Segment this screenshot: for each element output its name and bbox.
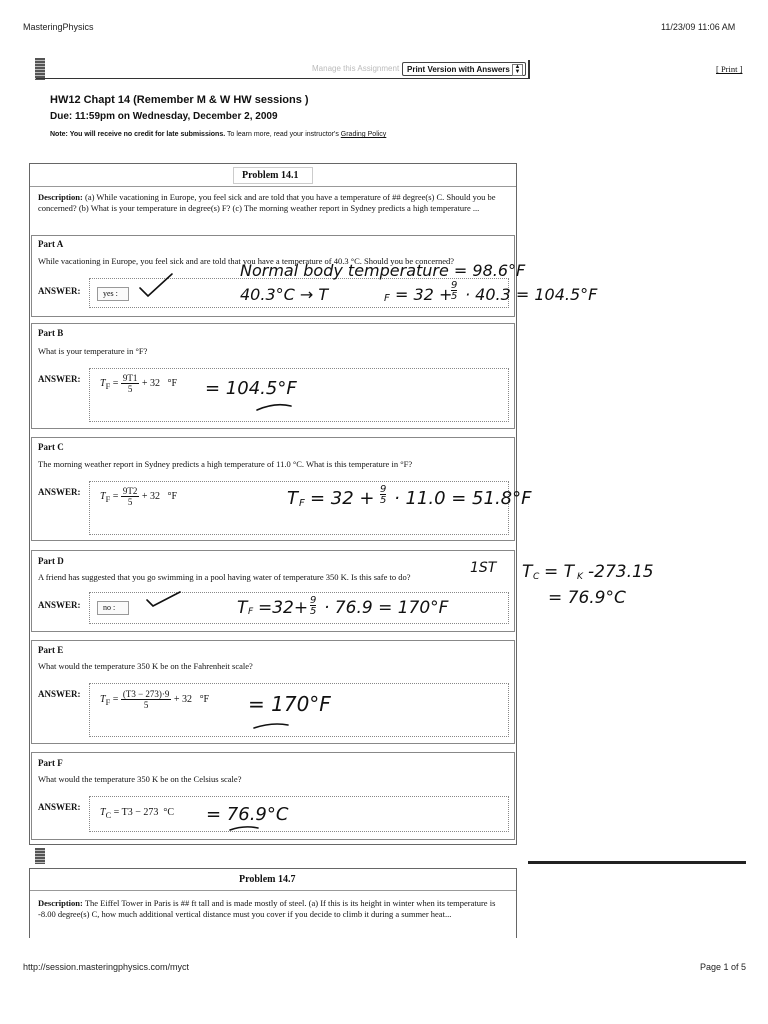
part-a-answer-value: yes bbox=[103, 289, 114, 298]
part-e-denominator: 5 bbox=[143, 700, 149, 710]
print-link[interactable]: [ Print ] bbox=[716, 64, 743, 74]
part-b-answer-label: ANSWER: bbox=[38, 374, 81, 384]
print-footer-page: Page 1 of 5 bbox=[700, 962, 747, 972]
part-e-sub: F bbox=[105, 697, 111, 707]
part-f-formula: $T_C = T3 - 273$ °C bbox=[100, 807, 175, 820]
part-a-handwritten-line1: Normal body temperature = 98.6°F bbox=[240, 261, 526, 280]
problem-14-7-title: Problem 14.7 bbox=[239, 874, 296, 885]
print-version-label: Print Version with Answers bbox=[407, 65, 510, 74]
part-b-plus: + 32 bbox=[141, 377, 160, 389]
problem-title-divider bbox=[30, 186, 516, 187]
part-b-handwritten-answer: = 104.5°F bbox=[205, 378, 297, 399]
part-e-question: What would the temperature 350 K be on the Fahrenheit scale? bbox=[38, 661, 253, 671]
part-c-sub: F bbox=[105, 494, 111, 504]
problem-14-7-description-text: The Eiffel Tower in Paris is ## ft tall and is made mostly of steel. (a) If this is its height in winter when its temperature is -8.00 degree(s) C, how much additional vertical distance must you cover if you decide to climb it during a summer heat... bbox=[38, 898, 496, 919]
part-d-handwritten-expr: =32+ bbox=[258, 598, 309, 618]
part-c-denominator: 5 bbox=[127, 497, 133, 507]
part-d-side-sub-k: K bbox=[577, 572, 583, 582]
print-footer-url: http://session.masteringphysics.com/myct bbox=[23, 962, 190, 972]
part-e-label: Part E bbox=[38, 645, 64, 655]
part-d-side-result: = 76.9°C bbox=[548, 588, 626, 608]
problem-14-7-divider bbox=[30, 890, 516, 891]
part-d-answer-label: ANSWER: bbox=[38, 600, 81, 610]
part-b-denominator: 5 bbox=[127, 384, 133, 394]
part-d-handwritten-fraction: 9 5 bbox=[310, 595, 317, 617]
part-f-handwritten-answer: = 76.9°C bbox=[206, 804, 289, 825]
part-f-sub: C bbox=[105, 811, 112, 820]
problem-14-1-title: Problem 14.1 bbox=[242, 170, 299, 181]
part-e-unit: °F bbox=[199, 693, 210, 705]
part-e-underline bbox=[252, 720, 292, 732]
part-d-side-var: T bbox=[522, 562, 533, 582]
part-d-answer-value: no bbox=[103, 603, 111, 612]
part-c-numerator: 9T2 bbox=[122, 486, 138, 496]
part-d-side-sub-c: C bbox=[533, 572, 540, 582]
part-c-handwritten-expr: = 32 + bbox=[310, 488, 375, 509]
manage-assignment-link[interactable]: Manage this Assignment bbox=[312, 64, 400, 73]
part-a-handwritten-line4: · 40.3 = 104.5°F bbox=[465, 285, 598, 304]
part-a-answer-select[interactable]: yes : bbox=[97, 287, 129, 301]
part-d-check-mark bbox=[144, 588, 184, 612]
description-text: (a) While vacationing in Europe, you feel sick and are told that you have a temperature of ## degree(s) C. Should you be concerned? (b) What is your temperature in degree(s) F? (c) The morning weather report in Sydney predicts a high temperature ... bbox=[38, 192, 496, 213]
part-d-handwritten-result: · 76.9 = 170°F bbox=[324, 598, 449, 618]
problem-14-7-description bbox=[38, 898, 510, 920]
part-c-plus: + 32 bbox=[141, 490, 160, 502]
part-e-handwritten-answer: = 170°F bbox=[248, 692, 331, 716]
late-note-bold: Note: You will receive no credit for late submissions. bbox=[50, 131, 226, 138]
logo-icon bbox=[35, 58, 45, 80]
print-header-datetime: 11/23/09 11:06 AM bbox=[661, 22, 736, 32]
part-a-answer-label: ANSWER: bbox=[38, 286, 81, 296]
part-c-handwritten-sub: F bbox=[299, 498, 305, 509]
part-b-sub: F bbox=[105, 381, 111, 391]
print-version-select[interactable] bbox=[402, 62, 526, 76]
part-d-side-const: -273.15 bbox=[588, 562, 654, 582]
grading-policy-link[interactable]: Grading Policy bbox=[340, 131, 387, 138]
part-d-handwritten-sub: F bbox=[248, 607, 254, 617]
part-a-check-mark bbox=[136, 270, 176, 302]
part-c-unit: °F bbox=[167, 490, 178, 502]
toolbar-divider bbox=[36, 78, 530, 79]
late-note bbox=[50, 131, 386, 138]
part-f-var: T bbox=[100, 807, 106, 818]
part-d-handwritten-step: 1ST bbox=[470, 560, 497, 576]
part-f-underline bbox=[228, 824, 262, 834]
part-e-var: T bbox=[100, 693, 106, 705]
part-d-label: Part D bbox=[38, 556, 64, 566]
description-label: Description: bbox=[38, 192, 83, 202]
part-d-handwritten-var: T bbox=[237, 598, 248, 618]
assignment-due: Due: 11:59pm on Wednesday, December 2, 2009 bbox=[50, 111, 278, 122]
part-d-answer-select[interactable]: no : bbox=[97, 601, 129, 615]
part-f-question: What would the temperature 350 K be on the Celsius scale? bbox=[38, 774, 242, 784]
part-c-handwritten-result: · 11.0 = 51.8°F bbox=[394, 488, 532, 509]
part-b-numerator: 9T1 bbox=[122, 373, 138, 383]
problem-14-1-description bbox=[38, 192, 510, 214]
part-a-question: While vacationing in Europe, you feel sick and are told that you have a temperature of 40.3 °C. Should you be concerned? bbox=[38, 256, 454, 266]
part-c-handwritten-fraction: 9 5 bbox=[380, 484, 387, 506]
part-a-label: Part A bbox=[38, 239, 64, 249]
assignment-title: HW12 Chapt 14 (Remember M & W HW sessions ) bbox=[50, 94, 309, 106]
part-c-formula: $T_F$ = $\frac{9T2}{5}$ + 32 °F bbox=[100, 486, 178, 507]
part-d-side-eq: = T bbox=[544, 562, 575, 582]
part-e-plus: + 32 bbox=[173, 693, 193, 705]
part-a-handwritten-sub: F bbox=[384, 293, 390, 304]
part-a-handwritten-line3: = 32 + bbox=[395, 285, 453, 304]
print-header-site: MasteringPhysics bbox=[23, 22, 94, 32]
page-break-logo-icon bbox=[35, 848, 45, 864]
part-b-label: Part B bbox=[38, 328, 64, 338]
toolbar-bracket bbox=[528, 60, 530, 79]
part-a-handwritten-fraction: 9 5 bbox=[451, 280, 458, 302]
part-d-question: A friend has suggested that you go swimming in a pool having water of temperature 350 K. Is this safe to do? bbox=[38, 572, 411, 582]
part-f-answer-label: ANSWER: bbox=[38, 802, 81, 812]
part-e-numerator: (T3 − 273)·9 bbox=[122, 689, 170, 699]
part-e-formula: $T_F$ = $\frac{(T3 - 273)\cdot 9}{5}$ + 32 °F bbox=[100, 689, 210, 710]
select-arrows-icon: ▲ ▼ bbox=[512, 64, 523, 76]
part-c-label: Part C bbox=[38, 442, 64, 452]
part-f-label: Part F bbox=[38, 758, 63, 768]
part-c-var: T bbox=[100, 490, 106, 502]
part-c-handwritten-var: T bbox=[287, 488, 298, 509]
part-a-handwritten-line2: 40.3°C → T bbox=[240, 285, 329, 304]
part-c-answer-label: ANSWER: bbox=[38, 487, 81, 497]
part-b-question: What is your temperature in °F? bbox=[38, 346, 148, 356]
part-b-underline bbox=[255, 400, 295, 414]
part-b-unit: °F bbox=[167, 377, 178, 389]
part-c-question: The morning weather report in Sydney predicts a high temperature of 11.0 °C. What is this temperature in °F? bbox=[38, 459, 413, 469]
problem-14-7-description-label: Description: bbox=[38, 898, 83, 908]
page-break-line bbox=[528, 861, 746, 864]
part-b-var: T bbox=[100, 377, 106, 389]
part-b-formula: $T_F$ = $\frac{9T1}{5}$ + 32 °F bbox=[100, 373, 178, 394]
part-f-expr: T3 − 273 bbox=[121, 807, 159, 818]
late-note-text: To learn more, read your instructor's bbox=[225, 131, 341, 138]
part-f-unit: °C bbox=[163, 807, 175, 818]
part-e-answer-label: ANSWER: bbox=[38, 689, 81, 699]
